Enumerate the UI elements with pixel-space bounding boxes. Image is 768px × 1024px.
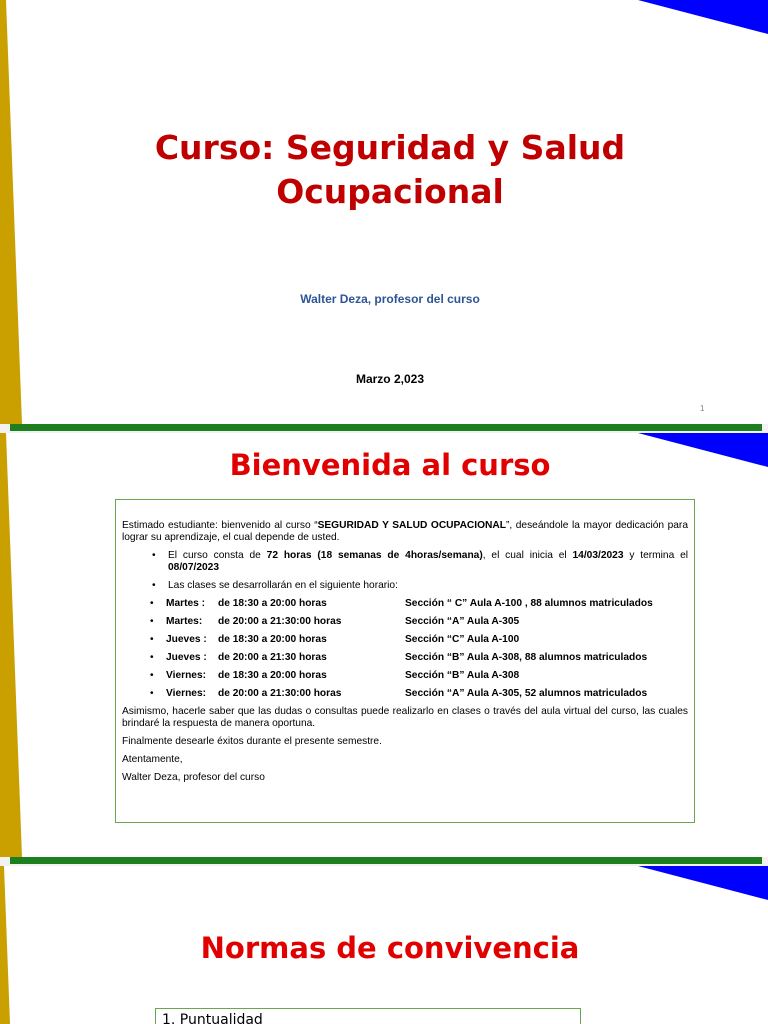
course-name: SEGURIDAD Y SALUD OCUPACIONAL — [317, 520, 506, 531]
gold-edge-decoration — [0, 866, 22, 1024]
schedule-row: • Jueves : de 18:30 a 20:00 horas Sección “C” Aula A-100 — [122, 634, 688, 646]
gold-edge-decoration — [0, 0, 22, 424]
schedule-intro-bullet: • Las clases se desarrollarán en el siguiente horario: — [122, 580, 688, 592]
separator-green-line — [10, 857, 762, 864]
signature-text: Walter Deza, profesor del curso — [122, 772, 265, 783]
title-slide — [0, 0, 768, 424]
wishes-paragraph: Finalmente desearle éxitos durante el presente semestre. — [122, 736, 382, 747]
slide-separator — [0, 424, 768, 433]
schedule-row: • Martes : de 18:30 a 20:00 horas Sección “ C” Aula A-100 , 88 alumnos matriculados — [122, 598, 688, 610]
presentation-date: Marzo 2,023 — [355, 372, 425, 386]
closing-text: Atentamente, — [122, 754, 183, 765]
blue-corner-decoration — [638, 866, 768, 900]
welcome-letter — [115, 499, 695, 823]
rule-item: 1. Puntualidad — [162, 1012, 263, 1024]
welcome-title: Bienvenida al curso — [229, 448, 551, 482]
rules-title: Normas de convivencia — [200, 931, 580, 965]
schedule-list — [122, 598, 688, 700]
rules-slide — [0, 866, 768, 1024]
welcome-slide — [0, 433, 768, 857]
schedule-row: • Viernes: de 20:00 a 21:30:00 horas Sección “A” Aula A-305, 52 alumnos matriculados — [122, 688, 688, 700]
course-title — [100, 126, 680, 214]
gold-edge-decoration — [0, 433, 22, 857]
slide-separator — [0, 857, 768, 866]
course-duration-bullet: • El curso consta de 72 horas (18 semanas de 4horas/semana), el cual inicia el 14/03/2023 y termina el 08/07/2023 — [122, 550, 688, 574]
blue-corner-decoration — [638, 0, 768, 34]
rules-box — [155, 1008, 581, 1024]
schedule-row: • Viernes: de 18:30 a 20:00 horas Sección “B” Aula A-308 — [122, 670, 688, 682]
separator-green-line — [10, 424, 762, 431]
schedule-row: • Martes: de 20:00 a 21:30:00 horas Sección “A” Aula A-305 — [122, 616, 688, 628]
blue-corner-decoration — [638, 433, 768, 467]
course-title-line2: Ocupacional — [276, 172, 504, 211]
doubts-paragraph: Asimismo, hacerle saber que las dudas o consultas puede realizarlo en clases o través del aula virtual del curso, las cuales brindaré la respuesta de manera oportuna. — [122, 706, 688, 729]
intro-paragraph: Estimado estudiante: bienvenido al curso “SEGURIDAD Y SALUD OCUPACIONAL”, deseándole la mayor dedicación para lograr su aprendizaje, el cual depende de usted. — [122, 520, 688, 543]
slide-number: 1 — [700, 404, 705, 413]
course-title-line1: Curso: Seguridad y Salud — [154, 128, 626, 167]
author-name: Walter Deza, profesor del curso — [300, 292, 480, 306]
schedule-row: • Jueves : de 20:00 a 21:30 horas Sección “B” Aula A-308, 88 alumnos matriculados — [122, 652, 688, 664]
